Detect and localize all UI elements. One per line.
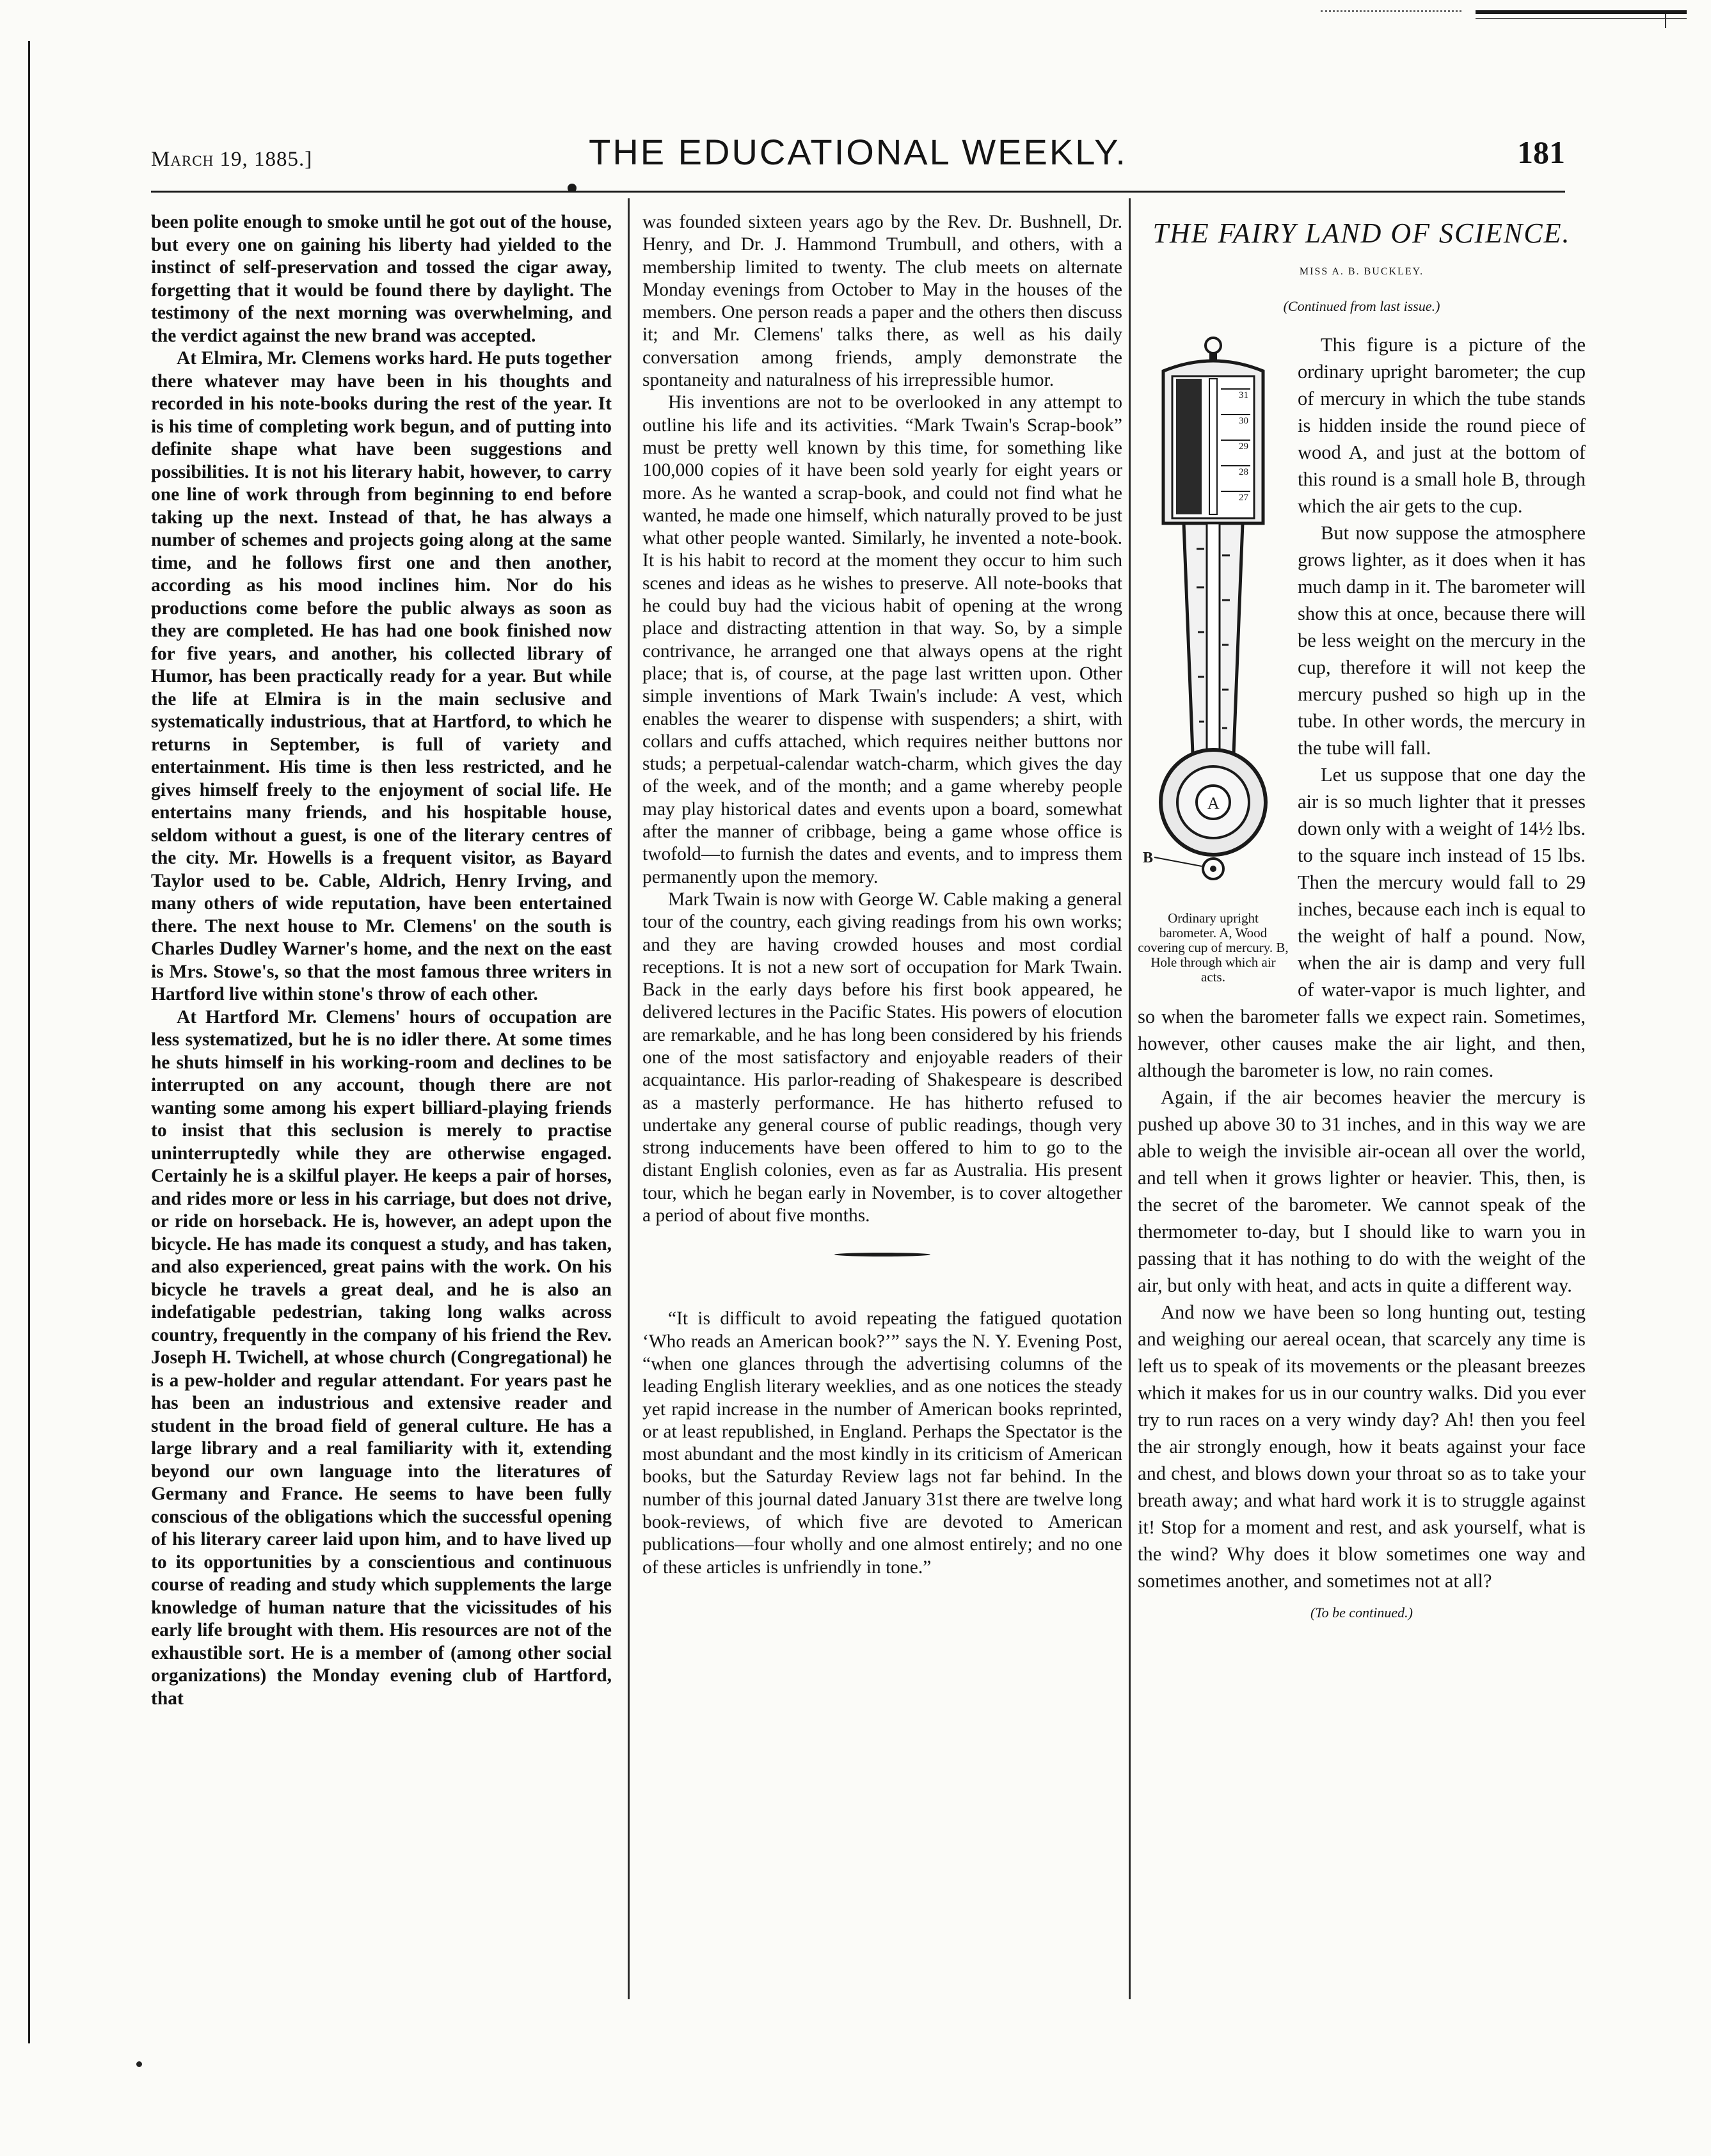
paragraph: At Hartford Mr. Clemens' hours of occupation are less systematized, but he is no idler there. At some times he shuts himself in his working-room and declines to be interrupted on any account, though there are not wanting some among his expert billiard-playing friends to insist that this seclusion is merely to practise uninterruptedly while they are otherwise engaged. Certainly he is a skilful player. He keeps a pair of horses, and rides more or less in his carriage, but does not drive, or ride on horseback. He is, however, an adept upon the bicycle. He has made its conquest a study, and has taken, and also experienced, great pains with the work. On his bicycle he travels a great deal, and he is also an indefatigable pedestrian, taking long walks across country, frequently in the company of his friend the Rev. Joseph H. Twichell, at whose church (Congregational) he is a pew-holder and regular attendant. For years past he has been an industrious and extensive reader and student in the broad field of general culture. He has a large library and a real familiarity with it, extending beyond our own language into the literatures of Germany and France. He seems to have been fully conscious of the obligations which the successful opening of his literary career laid upon him, and to have lived up to its opportunities by a conscientious and continuous course of reading and study which supplements the large knowledge of human nature that the vicissitudes of his early life brought with them. His resources are not of the exhaustible sort. He is a member of (among other social organizations) the Monday evening club of Hartford, that xyxy=(151,1006,612,1709)
journal-title: THE EDUCATIONAL WEEKLY. xyxy=(589,132,1127,172)
barometer-illustration xyxy=(1138,331,1289,907)
scale-number: 30 xyxy=(1239,416,1248,426)
corner-dotted-rule xyxy=(1321,10,1461,12)
quotation-paragraph: “It is difficult to avoid repeating the fatigued quotation ‘Who reads an American book?’” says the N. Y. Evening Post, “when one glances through the advertising columns of the leading English literary weeklies, and as one notices the steady yet rapid increase in the number of American books reprinted, or at least republished, in England. Perhaps the Spectator is the most abundant and the most kindly in its criticism of American books, but the Saturday Review lags not far behind. In the number of this journal dated January 31st there are twelve long book-reviews, of which five are devoted to American publications—four wholly and one almost entirely; and no one of these articles is unfriendly in tone.” xyxy=(642,1308,1122,1578)
paragraph: And now we have been so long hunting out, testing and weighing our aereal ocean, that scarcely any time is left us to speak of its movements or the pleasant breezes which it makes for us in our country walks. Did you ever try to run races on a very windy day? Ah! then you feel the air strongly enough, how it beats against your face and chest, and blows down your throat so as to take your breath away; and what hard work it is to struggle against it! Stop for a moment and rest, and ask yourself, what is the wind? Why does it blow sometimes one way and sometimes another, and sometimes not at all? xyxy=(1138,1301,1586,1592)
paragraph: At Elmira, Mr. Clemens works hard. He puts together there whatever may have been in his thoughts and recorded in his note-books during the rest of the year. It is his time of completing work begun, and of putting into definite shape what have been suggestions and possibilities. It is not his literary habit, however, to carry one line of work through from beginning to end before taking up the next. Instead of that, he has always a number of schemes and projects going along at the same time, and he follows first one and then another, according as his mood inclines him. Nor do his productions come before the public always as soon as they are completed. He has had one book finished now for five years, and another, his collected library of Humor, has been practically ready for a year. But while the life at Elmira is in the main seclusive and systematically industrious, that at Hartford, to which he returns in September, is full of variety and entertainment. His time is then less restricted, and he gives himself freely to the enjoyment of social life. He entertains many friends, and his hospitable house, seldom without a guest, is one of the literary centres of the city. Mr. Howells is a frequent visitor, as Bayard Taylor used to be. Cable, Aldrich, Henry Irving, and many others of wide reputation, have been entertained there. The next house to Mr. Clemens' on the south is Charles Dudley Warner's home, and the next on the east is Mrs. Stowe's, so that the most famous three writers in Hartford live within stone's throw of each other. xyxy=(151,348,612,1004)
scale-number: 28 xyxy=(1239,467,1248,477)
column-divider-1 xyxy=(628,198,630,1999)
corner-tick xyxy=(1665,14,1666,28)
corner-rule-thin xyxy=(1476,18,1687,19)
column-3 xyxy=(1138,211,1586,1626)
page-number: 181 xyxy=(1517,134,1565,170)
paragraph: Mark Twain is now with George W. Cable making a general tour of the country, each giving readings from his own works; and they are having crowded houses and most cordial receptions. It is not a new sort of occupation for Mark Twain. Back in the early days before his first book appeared, he delivered lectures in the Pacific States. His powers of elocution are remarkable, and he has long been considered by his friends one of the most satisfactory and enjoyable readers of their acquaintance. His parlor-reading of Shakespeare is described as a masterly performance. He has hitherto refused to undertake any general course of public readings, though very strong inducements have been offered to him to go to the distant English colonies, even as far as Australia. His present tour, which he began early in November, is to cover altogether a period of about five months. xyxy=(642,889,1122,1226)
figure-label-b: B xyxy=(1143,850,1154,866)
scale-number: 29 xyxy=(1239,441,1248,452)
paragraph: His inventions are not to be overlooked in any attempt to outline his life and its activities. “Mark Twain's Scrap-book” must be pretty well known by this time, for something like 100,000 copies of it have been sold yearly for eight years or more. As he wanted a scrap-book, and could not find what he wanted, he made one himself, which naturally proved to be just what other people wanted. Similarly, he invented a note-book. It is his habit to record at the moment they occur to him such scenes and ideas as he wishes to preserve. All note-books that he could buy had the vicious habit of opening at the wrong place and distracting attention in that way. So, by a simple contrivance, he arranged one that always opens at the right place; that is, of course, at the page last written upon. Other simple inventions of Mark Twain's include: A vest, which enables the wearer to dispense with suspenders; a shirt, with collars and cuffs attached, which requires neither buttons nor studs; a perpetual-calendar watch-charm, which gives the day of the week, and of the month; and a game whereby people may play historical dates and events upon a board, somewhat after the manner of cribbage, being a game whose office is twofold—to furnish the dates and events, and to impress them permanently upon the memory. xyxy=(642,392,1122,887)
paragraph: was founded sixteen years ago by the Rev. Dr. Bushnell, Dr. Henry, and Dr. J. Hammond Trumbull, and others, with a membership limited to twenty. The club meets on alternate Monday evenings from October to May in the houses of the members. One person reads a paper and the others then discuss it; and Mr. Clemens' talks there, as well as his daily conversation among friends, amply demonstrate the spontaneity and naturalness of his irrepressible humor. xyxy=(642,212,1122,391)
masthead-rule xyxy=(151,191,1565,193)
scale-number: 31 xyxy=(1239,390,1248,400)
paragraph: been polite enough to smoke until he got out of the house, but every one on gaining his liberty had yielded to the instinct of self-preservation and tossed the cigar away, forgetting that it would be found there by daylight. The testimony of the next morning was overwhelming, and the verdict against the new brand was accepted. xyxy=(151,212,612,346)
section-divider-ornament xyxy=(834,1253,930,1256)
to-be-continued-note: (To be continued.) xyxy=(1310,1605,1413,1621)
paragraph: This figure is a picture of the ordinary upright barometer; the cup of mercury in which the tube stands is hidden inside the round piece of wood A, and just at the bottom of this round is a small hole B, through which the air gets to the cup. xyxy=(1298,334,1586,517)
margin-mark xyxy=(136,2061,142,2067)
column-divider-2 xyxy=(1129,198,1131,1999)
masthead xyxy=(151,131,1565,182)
article-title: THE FAIRY LAND OF SCIENCE. xyxy=(1152,218,1571,249)
paragraph: Let us suppose that one day the air is so much lighter that it presses down only with a weight of 14½ lbs. to the square inch instead of 15 lbs. Then the mercury would fall to 29 inches, because each inch is equal to the weight of half a pound. Now, when the air is damp and very full of water-vapor is much lighter, and so when the barometer falls we expect rain. Sometimes, however, other causes make the air light, and then, although the barometer is low, no rain comes. xyxy=(1138,764,1586,1081)
column-1 xyxy=(151,211,612,1710)
corner-rule xyxy=(1476,10,1687,14)
article-author: MISS A. B. BUCKLEY. xyxy=(1299,266,1424,277)
column-2 xyxy=(642,211,1122,1579)
left-margin-rule xyxy=(28,41,30,2043)
issue-date: March 19, 1885.] xyxy=(151,148,313,171)
masthead-dot xyxy=(568,184,577,193)
barometer-figure xyxy=(1138,331,1289,985)
figure-label-a: A xyxy=(1207,794,1220,812)
paragraph: But now suppose the atmosphere grows lighter, as it does when it has much damp in it. The barometer will show this at once, because there will be less weight on the mercury in the cup, therefore it will not keep the mercury pushed so high up in the tube. In other words, the mercury in the tube will fall. xyxy=(1298,522,1586,759)
scale-number: 27 xyxy=(1239,493,1248,503)
figure-caption: Ordinary upright barometer. A, Wood covering cup of mercury. B, Hole through which air acts. xyxy=(1138,910,1289,985)
continued-note: (Continued from last issue.) xyxy=(1283,298,1440,314)
paragraph: Again, if the air becomes heavier the mercury is pushed up above 30 to 31 inches, and in this way we are able to weigh the invisible air-ocean all over the world, and tell when it grows lighter or heavier. This, then, is the secret of the barometer. We cannot speak of the thermometer to-day, but I should like to warn you in passing that it has nothing to do with the weight of the air, but only with heat, and acts in quite a different way. xyxy=(1138,1086,1586,1296)
